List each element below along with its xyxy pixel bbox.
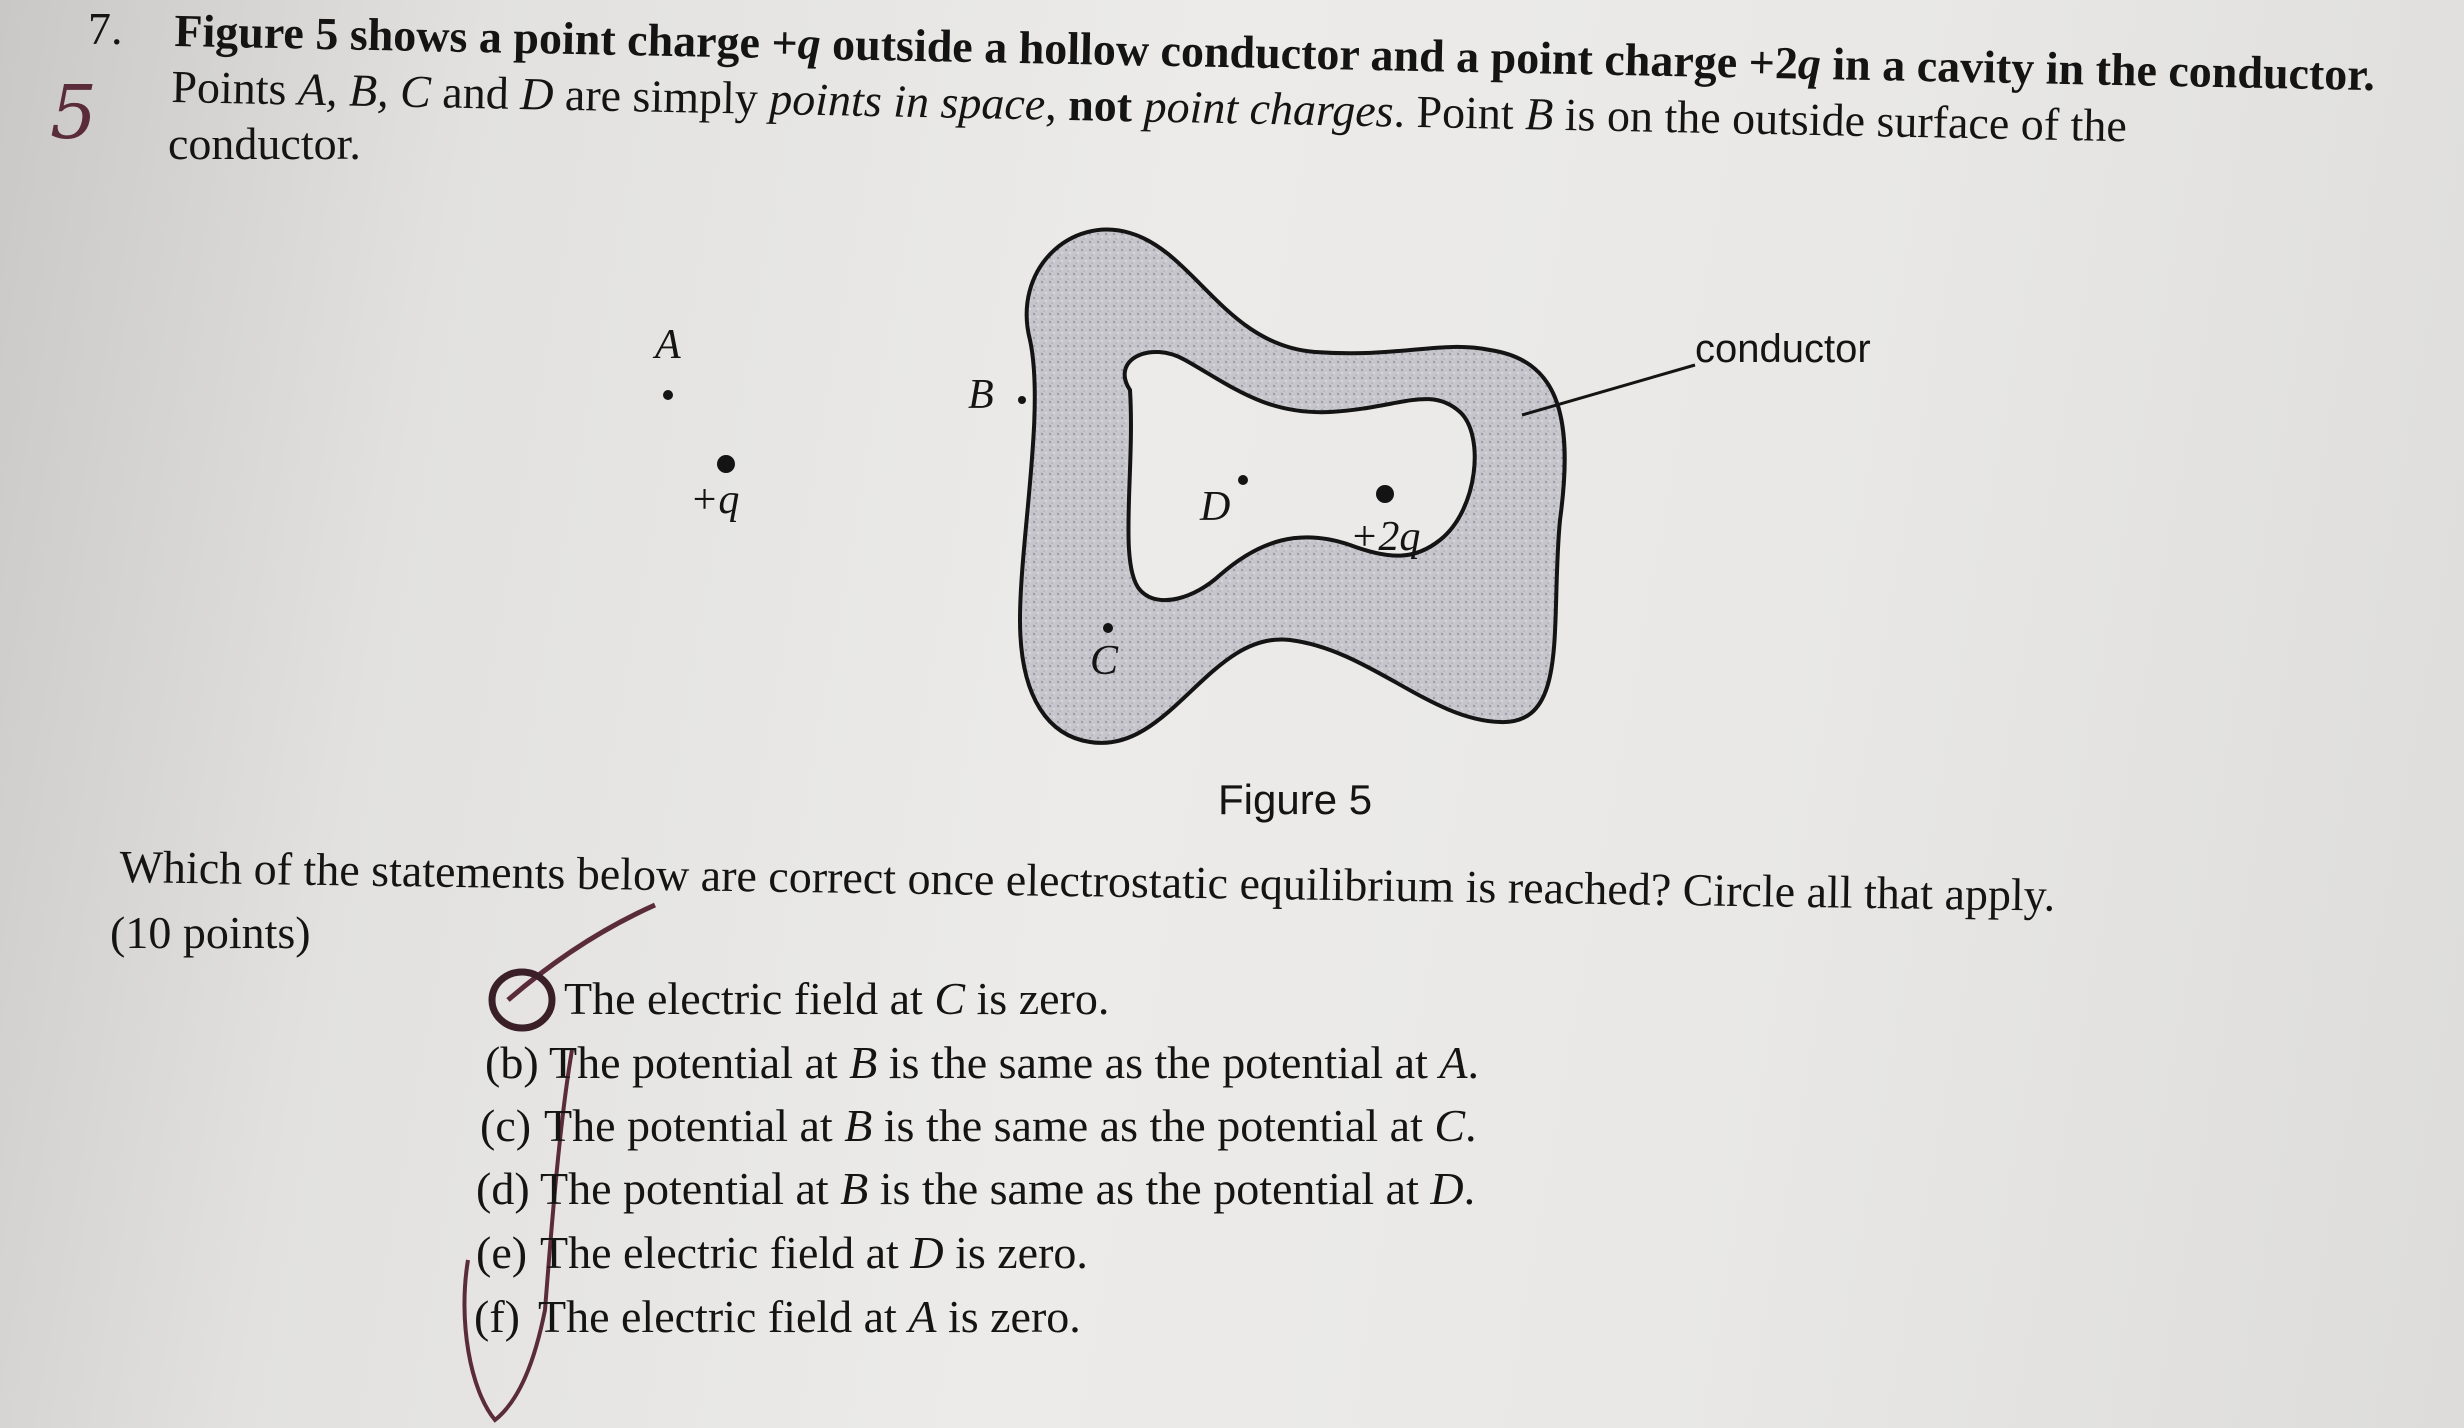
- line2-var-b: B: [1524, 88, 1554, 140]
- points-value: (10 points): [110, 907, 311, 958]
- option-d-label: (d): [476, 1163, 530, 1214]
- label-c: C: [1090, 638, 1119, 684]
- option-c[interactable]: [480, 1099, 1477, 1152]
- option-d-pre: The potential at: [540, 1163, 841, 1214]
- option-e-var: D: [910, 1227, 944, 1278]
- line1-text-c: in a cavity in the conductor.: [1820, 38, 2376, 101]
- figure-caption: Figure 5: [1218, 776, 1373, 823]
- option-a-var: C: [934, 973, 966, 1024]
- option-b-pre: The potential at: [549, 1037, 850, 1088]
- option-b-var: B: [849, 1037, 878, 1088]
- option-e-post: is zero.: [943, 1227, 1088, 1278]
- line2-text-b: are simply: [552, 68, 770, 124]
- label-plus-2q: +2q: [1350, 514, 1421, 560]
- option-c-var: B: [844, 1100, 873, 1151]
- label-plus-q: +q: [690, 477, 740, 523]
- question-line-3: conductor.: [168, 118, 361, 169]
- option-c-var2: C: [1434, 1100, 1466, 1151]
- option-c-mid: is the same as the potential at: [872, 1100, 1435, 1151]
- line2-text-c: ,: [1044, 78, 1069, 130]
- line2-text-e: is on the outside surface of the: [1552, 88, 2128, 152]
- line1-var-q: q: [797, 17, 822, 69]
- option-b-mid: is the same as the potential at: [877, 1037, 1440, 1088]
- question-number: 7.: [88, 3, 123, 54]
- option-d[interactable]: [476, 1162, 1475, 1215]
- option-b-var2: A: [1439, 1037, 1468, 1088]
- option-f[interactable]: [474, 1290, 1081, 1343]
- line2-points: A, B, C: [297, 63, 432, 118]
- option-c-label: (c): [480, 1100, 532, 1151]
- line2-text-a: Points: [170, 60, 299, 115]
- option-e-label: (e): [476, 1227, 528, 1278]
- option-a-post: is zero.: [965, 973, 1110, 1024]
- option-b-label: (b): [485, 1037, 539, 1088]
- option-b[interactable]: [485, 1036, 1479, 1089]
- option-d-var: B: [840, 1163, 869, 1214]
- point-a-dot: [663, 390, 673, 400]
- option-f-var: A: [908, 1291, 937, 1342]
- option-a-pre: The electric field at: [564, 973, 935, 1024]
- line1-var-q2: q: [1797, 37, 1822, 90]
- line2-em-1: points in space: [768, 73, 1046, 130]
- point-c-dot: [1103, 623, 1113, 633]
- line2-text-d: . Point: [1393, 85, 1526, 140]
- option-d-mid: is the same as the potential at: [868, 1163, 1431, 1214]
- option-f-pre: The electric field at: [538, 1291, 909, 1342]
- line1-text-b: outside a hollow conductor and a point charge +2: [820, 17, 1799, 89]
- option-b-post: .: [1467, 1037, 1479, 1088]
- line2-not: not: [1067, 79, 1133, 132]
- label-conductor: conductor: [1695, 327, 1871, 371]
- line2-and: and: [430, 66, 521, 119]
- line2-em-2: point charges: [1131, 80, 1395, 137]
- point-d-dot: [1238, 475, 1248, 485]
- charge-2q-dot: [1376, 485, 1394, 503]
- option-c-post: .: [1465, 1100, 1477, 1151]
- option-d-post: .: [1463, 1163, 1476, 1214]
- option-f-label: (f): [474, 1291, 520, 1342]
- option-c-pre: The potential at: [544, 1100, 845, 1151]
- line2-var-d: D: [519, 68, 554, 120]
- option-e[interactable]: [476, 1226, 1088, 1279]
- label-b: B: [968, 372, 994, 418]
- label-a: A: [655, 322, 681, 368]
- option-e-pre: The electric field at: [540, 1227, 911, 1278]
- line1-text-a: Figure 5 shows a point charge +: [173, 4, 799, 69]
- prompt-text: Which of the statements below are correct once electrostatic equilibrium is reached? Circle all that apply.: [119, 840, 2056, 921]
- handwritten-score: 5: [50, 70, 98, 156]
- charge-q-dot: [717, 455, 735, 473]
- label-d: D: [1200, 484, 1231, 530]
- option-f-post: is zero.: [936, 1291, 1081, 1342]
- point-b-dot: [1018, 396, 1026, 404]
- option-d-var2: D: [1430, 1163, 1464, 1214]
- option-a[interactable]: [500, 972, 1109, 1025]
